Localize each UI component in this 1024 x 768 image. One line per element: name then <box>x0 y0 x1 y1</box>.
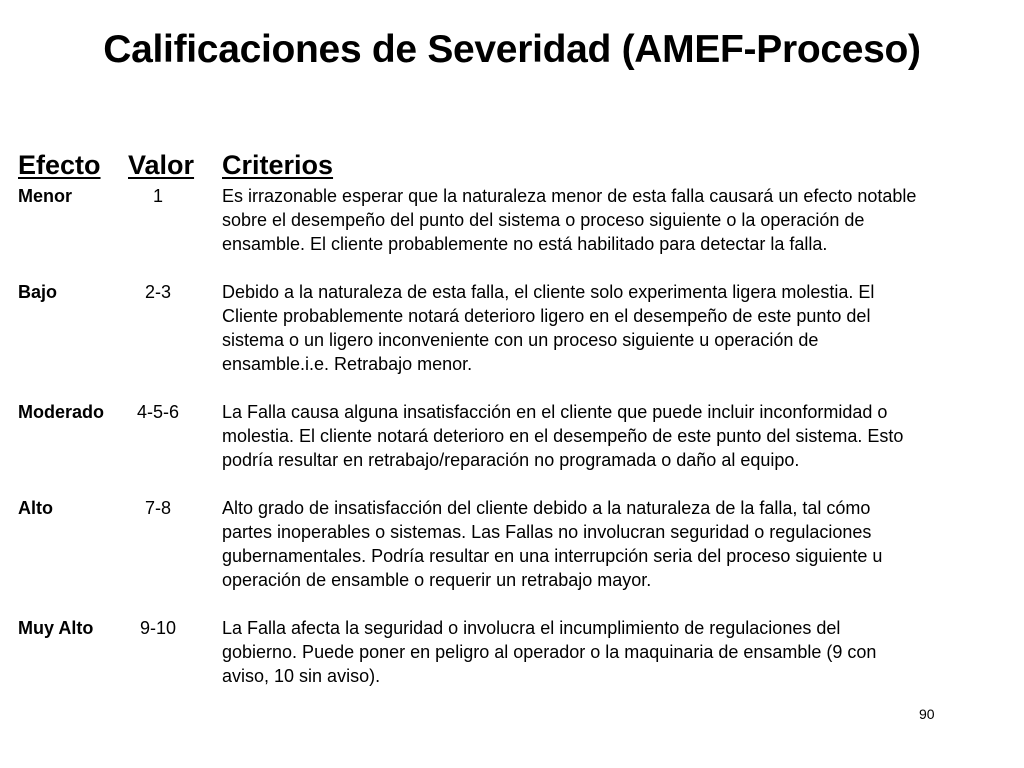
criterio-line: operación de ensamble o requerir un retrabajo mayor. <box>222 570 652 590</box>
efecto-cell: Bajo <box>18 282 58 302</box>
efecto-cell: Moderado <box>18 402 105 422</box>
efecto-cell: Muy Alto <box>18 618 94 638</box>
header-criterios: Criterios <box>222 150 334 180</box>
severity-table <box>0 184 1024 688</box>
header-valor: Valor <box>128 150 195 180</box>
criterio-line: gobierno. Puede poner en peligro al operador o la maquinaria de ensamble (9 con <box>222 642 877 662</box>
valor-cell: 9-10 <box>139 618 177 638</box>
criterio-line: gubernamentales. Podría resultar en una interrupción seria del proceso siguiente u <box>222 546 883 566</box>
valor-cell: 2-3 <box>144 282 171 302</box>
table-row <box>0 184 1024 280</box>
criterio-cell <box>222 184 997 256</box>
criterio-line: molestia. El cliente notará deterioro en el desempeño de este punto del sistema. Esto <box>222 426 904 446</box>
criterio-line: Es irrazonable esperar que la naturaleza menor de esta falla causará un efecto notable <box>222 186 917 206</box>
table-row <box>0 400 1024 496</box>
criterio-line: ensamble. El cliente probablemente no está habilitado para detectar la falla. <box>222 234 828 254</box>
criterio-cell <box>222 400 997 472</box>
criterio-line: podría resultar en retrabajo/reparación no programada o daño al equipo. <box>222 450 800 470</box>
criterio-line: La Falla afecta la seguridad o involucra el incumplimiento de regulaciones del <box>222 618 841 638</box>
criterio-line: Cliente probablemente notará deterioro ligero en el desempeño de este punto del <box>222 306 871 326</box>
table-row <box>0 496 1024 616</box>
efecto-cell: Alto <box>18 498 53 518</box>
criterio-line: La Falla causa alguna insatisfacción en el cliente que puede incluir inconformidad o <box>222 402 888 422</box>
criterio-line: Debido a la naturaleza de esta falla, el cliente solo experimenta ligera molestia. El <box>222 282 875 302</box>
criterio-line: Alto grado de insatisfacción del cliente debido a la naturaleza de la falla, tal cómo <box>222 498 871 518</box>
slide-title: Calificaciones de Severidad (AMEF-Proceso) <box>103 28 921 71</box>
valor-cell: 4-5-6 <box>136 402 180 422</box>
criterio-line: aviso, 10 sin aviso). <box>222 666 381 686</box>
efecto-cell: Menor <box>18 186 72 206</box>
header-efecto: Efecto <box>18 150 101 180</box>
criterio-line: sistema o un ligero inconveniente con un proceso siguiente u operación de <box>222 330 819 350</box>
criterio-cell <box>222 496 997 592</box>
criterio-cell <box>222 280 997 376</box>
valor-cell: 7-8 <box>144 498 171 518</box>
criterio-line: ensamble.i.e. Retrabajo menor. <box>222 354 473 374</box>
criterio-line: sobre el desempeño del punto del sistema o proceso siguiente o la operación de <box>222 210 865 230</box>
criterio-cell <box>222 616 997 688</box>
page-number: 90 <box>919 706 935 722</box>
valor-cell: 1 <box>152 186 163 206</box>
criterio-line: partes inoperables o sistemas. Las Fallas no involucran seguridad o regulaciones <box>222 522 872 542</box>
table-row <box>0 280 1024 400</box>
table-row <box>0 616 1024 688</box>
